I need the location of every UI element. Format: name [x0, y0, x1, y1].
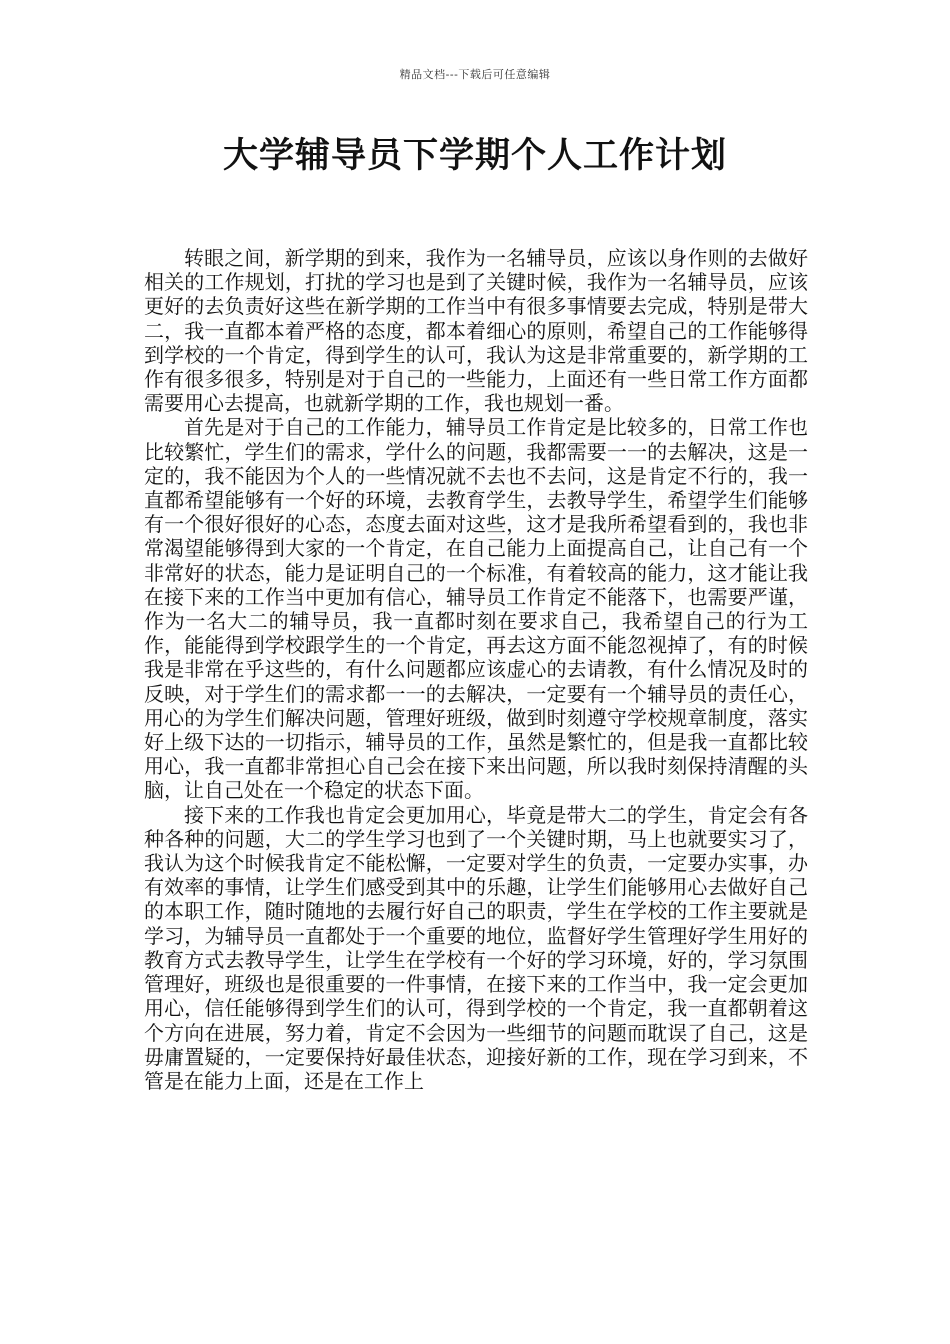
document-title: 大学辅导员下学期个人工作计划 — [222, 136, 727, 176]
paragraph: 转眼之间，新学期的到来，我作为一名辅导员，应该以身作则的去做好相关的工作规划，打扰的学习也是到了关键时候，我作为一名辅导员，应该更好的去负责好这些在新学期的工作当中有很多事情要去完成，特别是带大二，我一直都本着严格的态度，都本着细心的原则，希望自己的工作能够得到学校的一个肯定，得到学生的认可，我认为这是非常重要的，新学期的工作有很多很多，特别是对于自己的一些能力，上面还有一些日常工作方面都需要用心去提高，也就新学期的工作，我也规划一番。 — [144, 246, 808, 416]
header-note: 精品文档---下载后可任意编辑 — [399, 68, 551, 81]
paragraph: 首先是对于自己的工作能力，辅导员工作肯定是比较多的，日常工作也比较繁忙，学生们的需求，学什么的问题，我都需要一一的去解决，这是一定的，我不能因为个人的一些情况就不去也不去问，这是肯定不行的，我一直都希望能够有一个好的环境，去教育学生，去教导学生，希望学生们能够有一个很好很好的心态，态度去面对这些，这才是我所希望看到的，我也非常渴望能够得到大家的一个肯定，在自己能力上面提高自己，让自己有一个非常好的状态，能力是证明自己的一个标准，有着较高的能力，这才能让我在接下来的工作当中更加有信心，辅导员工作肯定不能落下，也需要严谨，作为一名大二的辅导员，我一直都时刻在要求自己，我希望自己的行为工作，能能得到学校跟学生的一个肯定，再去这方面不能忽视掉了，有的时候我是非常在乎这些的，有什么问题都应该虚心的去请教，有什么情况及时的反映，对于学生们的需求都一一的去解决，一定要有一个辅导员的责任心，用心的为学生们解决问题，管理好班级，做到时刻遵守学校规章制度，落实好上级下达的一切指示，辅导员的工作，虽然是繁忙的，但是我一直都比较用心，我一直都非常担心自己会在接下来出问题，所以我时刻保持清醒的头脑，让自己处在一个稳定的状态下面。 — [144, 415, 808, 803]
document-body — [144, 246, 808, 1093]
paragraph: 接下来的工作我也肯定会更加用心，毕竟是带大二的学生，肯定会有各种各种的问题，大二的学生学习也到了一个关键时期，马上也就要实习了，我认为这个时候我肯定不能松懈，一定要对学生的负责，一定要办实事，办有效率的事情，让学生们感受到其中的乐趣，让学生们能够用心去做好自己的本职工作，随时随地的去履行好自己的职责，学生在学校的工作主要就是学习，为辅导员一直都处于一个重要的地位，监督好学生管理好学生用好的教育方式去教导学生，让学生在学校有一个好的学习环境，好的，学习氛围管理好，班级也是很重要的一件事情，在接下来的工作当中，我一定会更加用心，信任能够得到学生们的认可，得到学校的一个肯定，我一直都朝着这个方向在进展，努力着，肯定不会因为一些细节的问题而耽误了自己，这是毋庸置疑的，一定要保持好最佳状态，迎接好新的工作，现在学习到来，不管是在能力上面，还是在工作上 — [144, 802, 808, 1093]
